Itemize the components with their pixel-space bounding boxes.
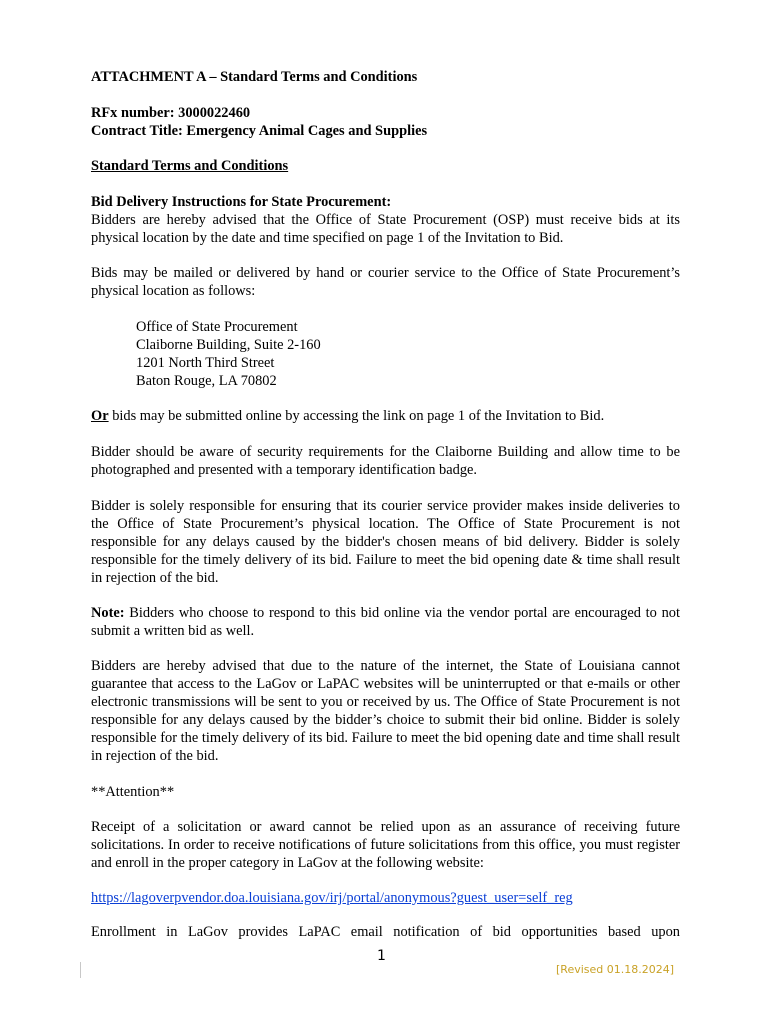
security-paragraph: Bidder should be aware of security requirements for the Claiborne Building and allow time to be photographed and presented with a temporary identification badge. — [91, 444, 680, 478]
section-heading: Standard Terms and Conditions — [91, 158, 289, 174]
note-label: Note: — [91, 605, 125, 621]
internet-paragraph: Bidders are hereby advised that due to the nature of the internet, the State of Louisiana cannot guarantee that access to the LaGov or LaPAC websites will be uninterrupted or that e-mails or other electronic transmissions will be sent to you or received by us. The Office of State Procurement is not responsible for any delays caused by the bidder’s choice to submit their bid online. Bidder is solely responsible for the timely delivery of its bid. Failure to meet the bid opening date and time shall result in rejection of the bid. — [91, 658, 680, 764]
online-submission-sentence — [91, 407, 604, 425]
note-text: Bidders who choose to respond to this bid online via the vendor portal are encouraged to not submit a written bid as well. — [91, 605, 680, 639]
or-text: bids may be submitted online by accessing the link on page 1 of the Invitation to Bid. — [108, 408, 605, 424]
address-line-3: 1201 North Third Street — [136, 355, 275, 371]
margin-mark — [80, 962, 81, 978]
courier-paragraph: Bidder is solely responsible for ensuring that its courier service provider makes inside deliveries to the Office of State Procurement’s physical location. The Office of State Procurement is not responsible for any delays caused by the bidder's chosen means of bid delivery. Bidder is solely responsible for the timely delivery of its bid. Failure to meet the bid opening date & time shall result in rejection of the bid. — [91, 498, 680, 586]
or-word: Or — [91, 408, 109, 424]
registration-link-text[interactable]: https://lagoverpvendor.doa.louisiana.gov/irj/portal/anonymous?guest_user=self_reg — [91, 890, 573, 906]
bid-delivery-paragraph-2: Bids may be mailed or delivered by hand or courier service to the Office of State Procurement’s physical location as follows: — [91, 265, 680, 299]
attachment-title: ATTACHMENT A – Standard Terms and Conditions — [91, 69, 418, 85]
note-paragraph — [91, 604, 680, 640]
solicitation-paragraph: Receipt of a solicitation or award cannot be relied upon as an assurance of receiving future solicitations. In order to receive notifications of future solicitations from this office, you must register and enroll in the proper category in LaGov at the following website: — [91, 819, 680, 871]
revised-date: [Revised 01.18.2024] — [556, 963, 675, 976]
attention-label: **Attention** — [91, 784, 175, 800]
page-number: 1 — [377, 948, 386, 964]
address-line-4: Baton Rouge, LA 70802 — [136, 373, 277, 389]
contract-title: Contract Title: Emergency Animal Cages and Supplies — [91, 123, 428, 139]
registration-link[interactable] — [91, 889, 573, 907]
bid-delivery-paragraph-1: Bidders are hereby advised that the Office of State Procurement (OSP) must receive bids at its physical location by the date and time specified on page 1 of the Invitation to Bid. — [91, 212, 680, 246]
address-line-1: Office of State Procurement — [136, 319, 298, 335]
rfx-number: RFx number: 3000022460 — [91, 105, 251, 121]
bid-delivery-heading: Bid Delivery Instructions for State Procurement: — [91, 194, 392, 210]
address-line-2: Claiborne Building, Suite 2-160 — [136, 337, 321, 353]
enrollment-paragraph: Enrollment in LaGov provides LaPAC email notification of bid opportunities based upon — [91, 924, 680, 940]
